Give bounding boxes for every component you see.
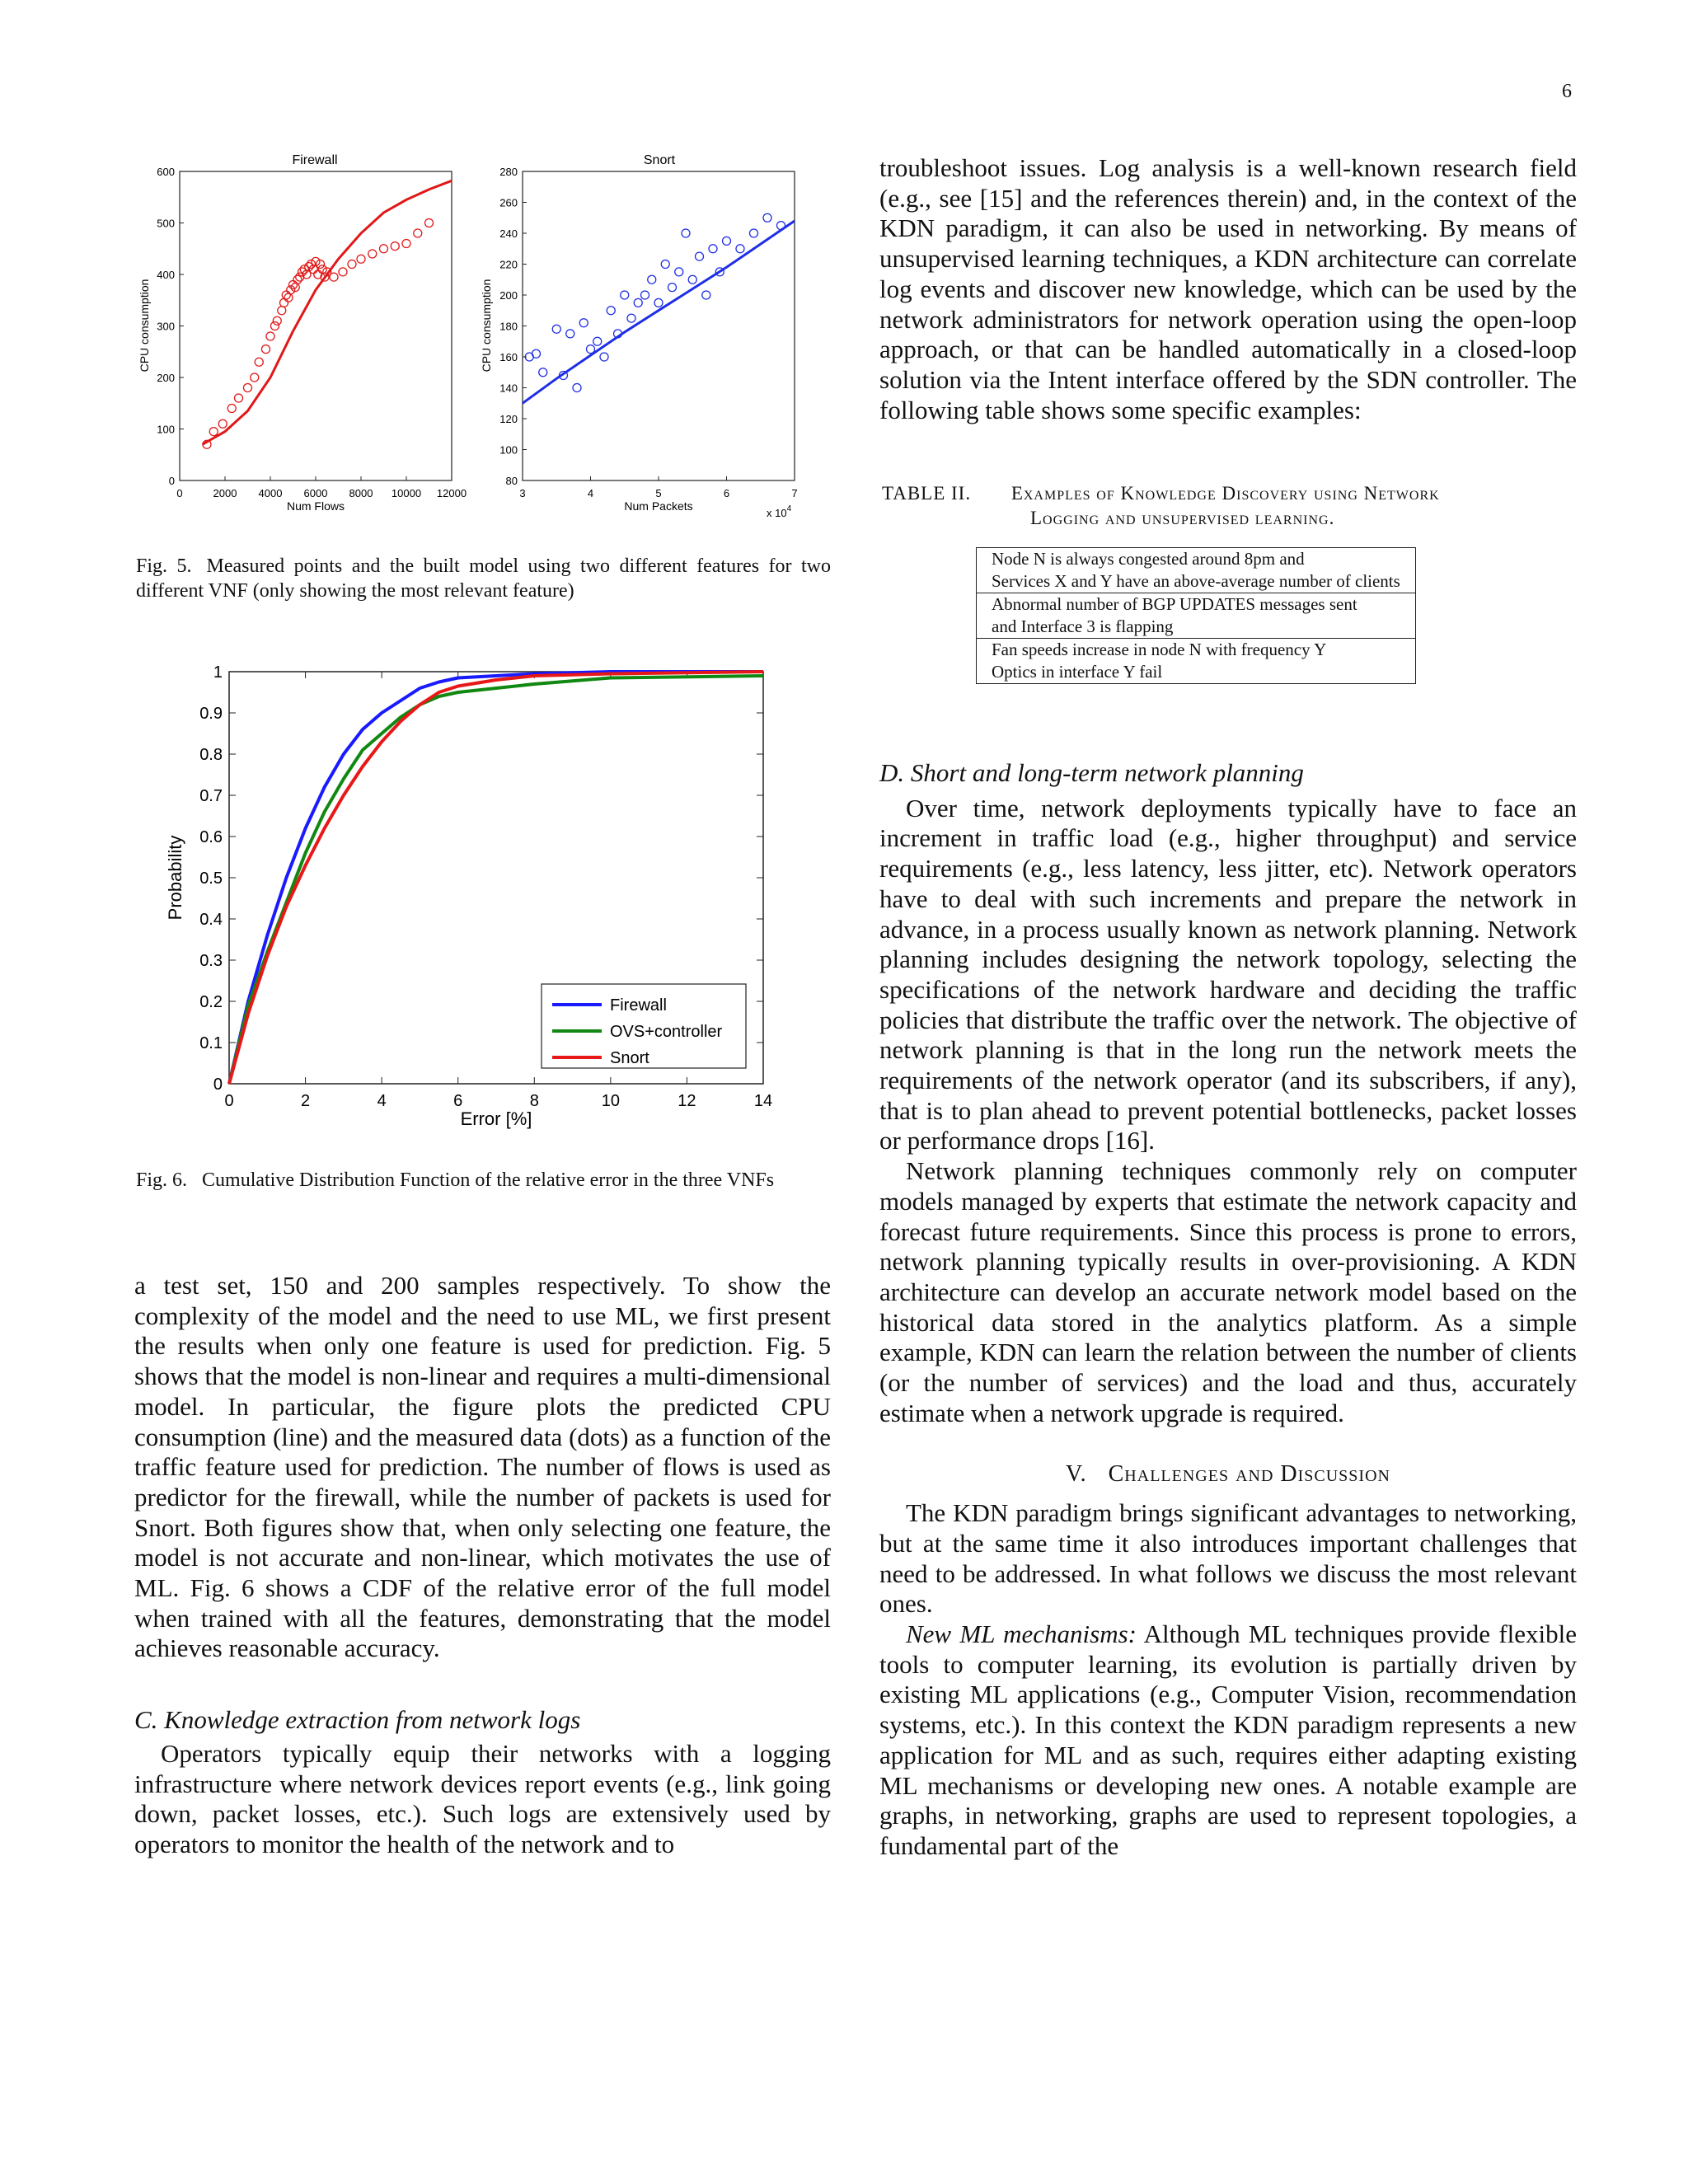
table-title-line1: Examples of Knowledge Discovery using Network — [1010, 483, 1440, 504]
data-point — [330, 273, 338, 281]
data-point — [696, 252, 704, 260]
data-point — [593, 337, 602, 345]
heading-d: D. Short and long-term network planning — [879, 758, 1304, 787]
data-point — [209, 428, 218, 436]
data-point — [763, 213, 771, 222]
y-tick-label: 0.5 — [199, 869, 223, 888]
y-tick-label: 0.6 — [199, 828, 223, 846]
y-tick-label: 240 — [499, 227, 518, 240]
left-paragraph-2: Operators typically equip their networks with a logging infrastructure where network devices report events (e.g., link going down, packet losses, etc.). Such logs are extensively used by operators to monitor the health of the network and to — [134, 1738, 831, 1858]
table-title-line2: Logging and unsupervised learning. — [1030, 508, 1335, 528]
y-tick-label: 0.4 — [199, 911, 223, 929]
data-point — [634, 298, 642, 307]
paragraph-lead: New ML mechanisms: — [906, 1619, 1137, 1648]
data-point — [648, 275, 656, 284]
data-point — [607, 307, 615, 315]
data-point — [380, 245, 388, 253]
data-point — [723, 237, 731, 245]
fig5-caption-text: Measured points and the built model using two different features for two different VNF (only showing the most relevant feature) — [136, 555, 831, 602]
data-point — [736, 245, 744, 253]
x-tick-label: 3 — [519, 487, 526, 499]
y-tick-label: 260 — [499, 196, 518, 209]
fig6-caption-text: Cumulative Distribution Function of the relative error in the three VNFs — [202, 1169, 775, 1191]
snort-ylabel: CPU consumption — [480, 279, 493, 373]
fig6-chart — [157, 655, 791, 1141]
table-cell-line: Services X and Y have an above-average number of clients — [992, 571, 1400, 591]
snort-chart-title: Snort — [643, 153, 676, 167]
y-tick-label: 100 — [499, 443, 518, 457]
y-tick-label: 80 — [505, 475, 518, 487]
y-tick-label: 100 — [157, 423, 175, 436]
table-label: TABLE II. — [882, 483, 972, 504]
data-point — [654, 298, 663, 307]
y-tick-label: 0.1 — [199, 1034, 223, 1052]
data-point — [251, 373, 259, 382]
snort-xlabel: Num Packets — [624, 499, 693, 513]
y-tick-label: 1 — [213, 663, 223, 682]
data-point — [709, 245, 717, 253]
table-row — [977, 593, 1416, 639]
examples-table — [976, 547, 1416, 684]
firewall-ylabel: CPU consumption — [138, 279, 151, 373]
y-tick-label: 0.8 — [199, 746, 223, 764]
y-tick-label: 0.9 — [199, 705, 223, 723]
data-point — [532, 349, 541, 358]
y-tick-label: 0 — [213, 1076, 223, 1094]
data-point — [368, 250, 377, 258]
right-paragraph-2: Over time, network deployments typically have to face an increment in traffic load (e.g., higher throughput) and service requirements (e.g., less latency, less jitter, etc). Network operators have to deal with such increments and prepare the network in advance, in a process usually known as network planning. Network planning includes designing the network topology, selecting the specifications of the network hardware and deciding the traffic policies that distribute the traffic over the network. The objective of network planning is that in the long run the network meets the requirements of the network operator (and its subscribers, if any), that is to plan ahead to prevent potential bottlenecks, packet losses or performance drops [16]. — [879, 793, 1577, 1155]
y-tick-label: 160 — [499, 351, 518, 363]
x-tick-label: 7 — [791, 487, 798, 499]
data-point — [266, 332, 274, 340]
data-point — [661, 260, 669, 269]
data-point — [600, 353, 608, 361]
x-tick-label: 4000 — [258, 487, 283, 499]
data-point — [289, 281, 298, 289]
fig6-caption-label: Fig. 6. — [136, 1169, 188, 1191]
y-tick-label: 0.7 — [199, 787, 223, 805]
fig5-caption — [136, 554, 831, 603]
x-tick-label: 4 — [587, 487, 594, 499]
data-point — [244, 384, 252, 392]
x-tick-label: 6 — [723, 487, 730, 499]
data-point — [579, 319, 588, 327]
data-point — [348, 260, 356, 269]
data-point — [682, 229, 690, 237]
legend-label: Firewall — [610, 996, 667, 1015]
right-column-top — [879, 153, 1577, 425]
table-row — [977, 639, 1416, 684]
x-tick-label: 8000 — [349, 487, 373, 499]
section-number: V. — [1066, 1461, 1087, 1488]
x-tick-label: 6 — [453, 1092, 463, 1110]
data-point — [227, 405, 236, 413]
data-point — [262, 345, 270, 354]
x-tick-label: 14 — [753, 1092, 773, 1110]
table-cell-line: Optics in interface Y fail — [992, 662, 1163, 682]
heading-c: C. Knowledge extraction from network logs — [134, 1705, 581, 1735]
y-tick-label: 180 — [499, 320, 518, 333]
data-point — [278, 307, 286, 315]
data-point — [282, 291, 290, 299]
data-point — [539, 368, 547, 377]
table-cell-line: Abnormal number of BGP UPDATES messages sent — [992, 594, 1357, 614]
y-tick-label: 0.3 — [199, 952, 223, 970]
data-point — [402, 240, 410, 248]
table-caption — [882, 481, 1578, 531]
data-point — [425, 219, 434, 227]
y-tick-label: 300 — [157, 320, 175, 333]
y-tick-label: 220 — [499, 258, 518, 271]
right-paragraph-3: Network planning techniques commonly rely on computer models managed by experts that estimate the network capacity and forecast future requirements. Since this process is prone to errors, network planning typically results in over-provisioning. A KDN architecture can develop an accurate network model based on the historical data stored in the analytics platform. As a simple example, KDN can learn the relation between the number of clients (or the number of services) and the load and thus, accurately estimate when a network upgrade is required. — [879, 1156, 1577, 1427]
data-point — [273, 316, 281, 325]
x-tick-label: 12 — [678, 1092, 696, 1110]
data-point — [218, 419, 227, 428]
x-tick-label: 2000 — [213, 487, 237, 499]
data-point — [280, 298, 288, 307]
firewall-chart — [138, 153, 467, 513]
data-point — [668, 284, 677, 292]
x-tick-label: 0 — [224, 1092, 234, 1110]
left-column — [134, 1271, 831, 1860]
snort-chart — [480, 153, 798, 519]
fig5-charts — [124, 144, 832, 523]
data-point — [271, 322, 279, 330]
left-paragraph-1: a test set, 150 and 200 samples respectively. To show the complexity of the model and the need to use ML, we first present the results when only one feature is used for prediction. Fig. 5 shows that the model is non-linear and requires a multi-dimensional model. In particular, the figure plots the predicted CPU consumption (line) and the measured data (dots) as a function of the traffic feature used for prediction. The number of flows is used as predictor for the firewall, while the number of packets is used for Snort. Both figures show that, when only selecting one feature, the model is not accurate and non-linear, which motivates the use of ML. Fig. 6 shows a CDF of the relative error of the full model when trained with all the features, demonstrating that the model achieves reasonable accuracy. — [134, 1271, 831, 1663]
x-tick-label: 4 — [377, 1092, 387, 1110]
x-tick-label: 10 — [601, 1092, 620, 1110]
data-point — [339, 268, 347, 276]
data-point — [641, 291, 649, 299]
snort-x-multiplier: x $10^4$ — [767, 504, 792, 519]
x-tick-label: 6000 — [303, 487, 328, 499]
paragraph-text: Although ML techniques provide flexible tools to computer learning, its evolution is partially driven by existing ML applications (e.g., Computer Vision, recommendation systems, etc.). In this context the KDN paradigm represents a new application for ML and as such, requires either adapting existing ML mechanisms or developing new ones. A notable example are graphs, in networking, graphs are used to represent topologies, a fundamental part of the — [879, 1619, 1578, 1860]
table-cell-line: and Interface 3 is flapping — [992, 616, 1174, 636]
right-paragraph-4: The KDN paradigm brings significant advantages to networking, but at the same time it also introduces important challenges that need to be addressed. In what follows we discuss the most relevant ones. — [879, 1498, 1577, 1619]
cdf-legend — [542, 984, 746, 1068]
data-point — [552, 325, 560, 333]
fig5-caption-label: Fig. 5. — [136, 555, 192, 577]
data-point — [255, 358, 263, 366]
y-tick-label: 200 — [157, 372, 175, 384]
data-point — [688, 275, 696, 284]
x-tick-label: 0 — [176, 487, 183, 499]
y-tick-label: 140 — [499, 382, 518, 395]
y-tick-label: 0 — [168, 475, 175, 487]
legend-label: OVS+controller — [610, 1023, 723, 1041]
y-tick-label: 400 — [157, 269, 175, 281]
table-cell-line: Fan speeds increase in node N with frequency Y — [992, 640, 1327, 659]
data-point — [702, 291, 710, 299]
snort-axes — [523, 171, 795, 480]
x-tick-label: 2 — [301, 1092, 311, 1110]
data-point — [357, 255, 365, 263]
snort-model-line — [523, 221, 795, 403]
y-tick-label: 0.2 — [199, 993, 223, 1011]
right-paragraph-5 — [879, 1619, 1577, 1862]
data-point — [750, 229, 758, 237]
cdf-ylabel: Probability — [165, 835, 185, 921]
x-tick-label: 10000 — [391, 487, 422, 499]
right-paragraph-1: troubleshoot issues. Log analysis is a well-known research field (e.g., see [15] and the references therein) and, in the context of the KDN paradigm, it can also be used in networking. By means of unsupervised learning techniques, a KDN architecture can correlate log events and discover new knowledge, which can be used by the network administrators for network operation using the open-loop approach, or that can be handled automatically in a closed-loop solution via the Intent interface offered by the SDN controller. The following table shows some specific examples: — [879, 153, 1577, 424]
legend-label: Snort — [610, 1049, 649, 1067]
cdf-xlabel: Error [%] — [460, 1108, 532, 1129]
x-tick-label: 5 — [655, 487, 662, 499]
y-tick-label: 600 — [157, 166, 175, 178]
data-point — [675, 268, 683, 276]
data-point — [293, 275, 302, 284]
data-point — [235, 394, 243, 402]
firewall-xlabel: Num Flows — [286, 499, 345, 513]
table-row — [977, 548, 1416, 593]
data-point — [414, 229, 422, 237]
y-tick-label: 500 — [157, 217, 175, 230]
firewall-model-line — [203, 180, 452, 444]
data-point — [284, 293, 293, 302]
data-point — [627, 314, 635, 322]
firewall-chart-title: Firewall — [292, 153, 338, 167]
data-point — [573, 384, 581, 392]
y-tick-label: 280 — [499, 166, 518, 178]
right-column-bottom — [879, 758, 1577, 1862]
data-point — [621, 291, 629, 299]
y-tick-label: 200 — [499, 289, 518, 302]
x-tick-label: 8 — [529, 1092, 539, 1110]
section-heading — [879, 1460, 1577, 1490]
x-tick-label: 12000 — [436, 487, 467, 499]
data-point — [566, 330, 574, 338]
table-cell-line: Node N is always congested around 8pm and — [992, 549, 1305, 569]
y-tick-label: 120 — [499, 413, 518, 425]
page-number: 6 — [1562, 81, 1572, 102]
fig6-caption — [136, 1168, 831, 1193]
section-title: Challenges and Discussion — [1108, 1461, 1390, 1488]
data-point — [391, 242, 399, 251]
